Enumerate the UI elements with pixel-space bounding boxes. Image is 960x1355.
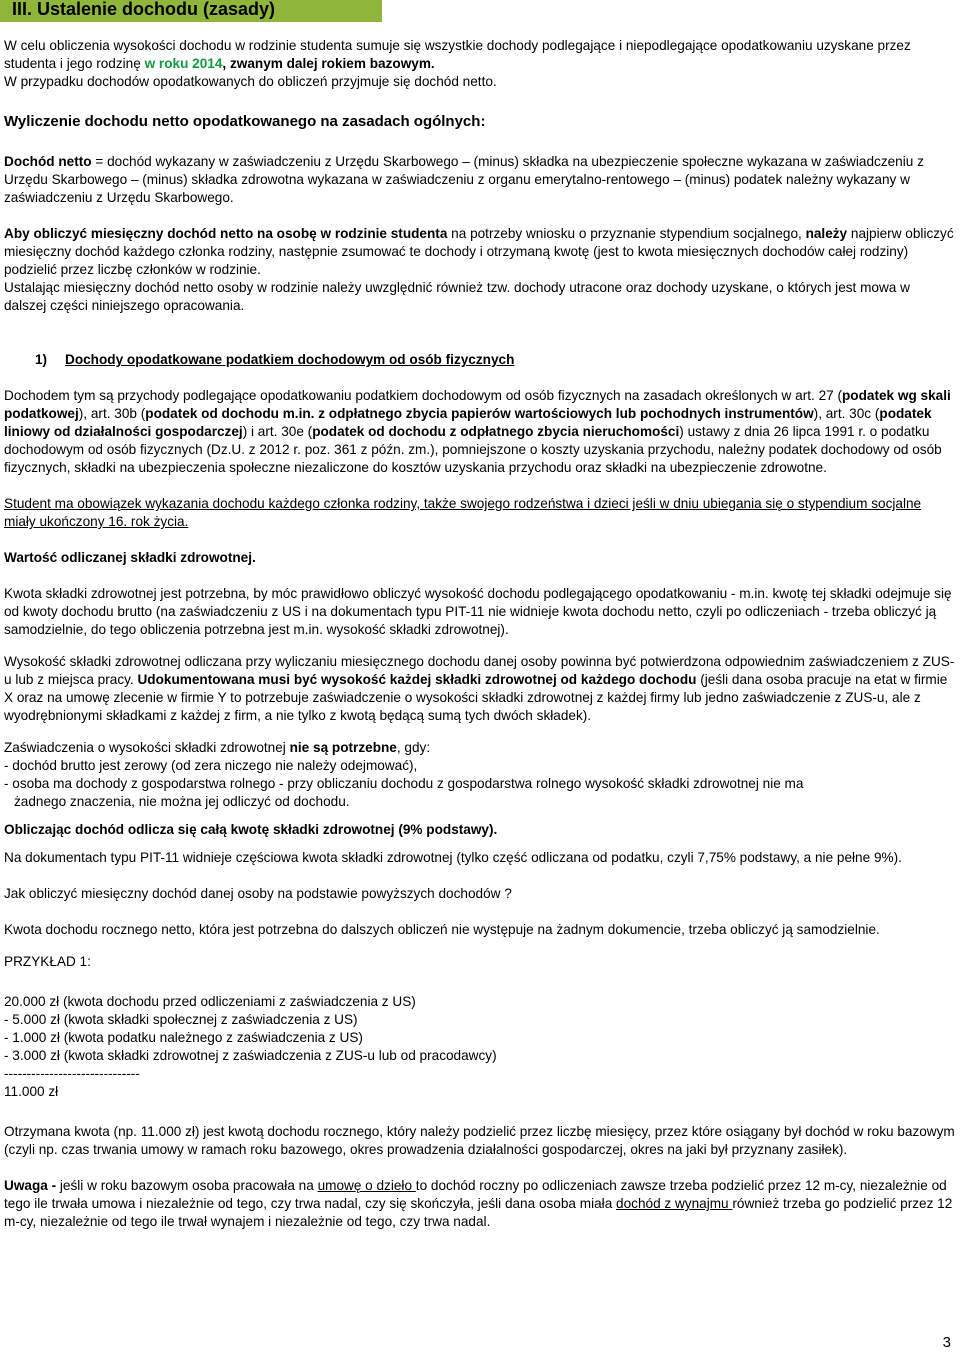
certificates-not-needed: Zaświadczenia o wysokości składki zdrowotnej nie są potrzebne, gdy: xyxy=(4,740,431,755)
health-contribution-heading: Wartość odliczanej składki zdrowotnej. xyxy=(4,550,256,565)
page-number: 3 xyxy=(942,1334,951,1351)
health-contribution-paragraph-2: Wysokość składki zdrowotnej odliczana przy wyliczaniu miesięcznego dochodu danej osoby powinna być potwierdzona odpowiednim zaświadczeniem z ZUS-u lub z miejsca pracy. Udokumentowana musi być wysokość każdej składki zdrowotnej od każdego dochodu (jeśli dana osoba pracuje na etat w firmie X oraz na umowę zlecenie w firmie Y to potrzebuje zaświadczenie o wysokości składki zdrowotnej z każdej firmy lub jedno zaświadczenie z ZUS-u, ale z wyodrębnionymi składkami z każdej z firm, a nie tylko z kwotą będącą sumą tych dwóch składek). xyxy=(4,654,955,723)
net-income-formula: Dochód netto = dochód wykazany w zaświadczeniu z Urzędu Skarbowego – (minus) składka na ubezpieczenie społeczne wykazana w zaświadczeniu z Urzędu Skarbowego – (minus) składka zdrowotna wykazana w zaświadczeniu z organu emerytalno-rentowego – (minus) podatek należny wykazany w zaświadczeniu z Urzędu Skarbowego. xyxy=(4,154,924,205)
obtained-amount-paragraph: Otrzymana kwota (np. 11.000 zł) jest kwotą dochodu rocznego, który należy podzielić przez liczbę miesięcy, przez które osiągany był dochód w roku bazowym (czyli np. czas trwania umowy w ramach roku bazowego, okres prowadzenia działalności gospodarczej, okres na jaki był przyznany zasiłek). xyxy=(4,1124,955,1157)
list-item-continuation: żadnego znaczenia, nie można jej odliczyć od dochodu. xyxy=(14,794,350,809)
pit11-note: Na dokumentach typu PIT-11 widnieje częściowa kwota składki zdrowotnej (tylko część odliczana od podatku, czyli 7,75% podstawy, a nie pełne 9%). xyxy=(4,850,902,865)
base-year-highlight: w roku 2014 xyxy=(144,56,223,71)
how-to-calculate-question: Jak obliczyć miesięczny dochód danej osoby na podstawie powyższych dochodów ? xyxy=(4,886,512,901)
list-item: - osoba ma dochody z gospodarstwa rolnego - przy obliczaniu dochodu z gospodarstwa rolnego wysokość składki zdrowotnej nie ma xyxy=(4,776,804,791)
monthly-income-paragraph: Aby obliczyć miesięczny dochód netto na osobę w rodzinie studenta na potrzeby wniosku o przyznanie stypendium socjalnego, należy najpierw obliczyć miesięczny dochód każdego członka rodziny, następnie zsumować te dochody i otrzymaną kwotę (jest to kwota miesięcznych dochodów całej rodziny) podzielić przez liczbę członków w rodzinie. xyxy=(4,226,954,277)
example-line: - 5.000 zł (kwota składki społecznej z zaświadczenia z US) xyxy=(4,1012,358,1027)
annual-income-note: Kwota dochodu rocznego netto, która jest potrzebna do dalszych obliczeń nie występuje na żadnym dokumencie, trzeba obliczyć ją samodzielnie. xyxy=(4,922,880,937)
example-separator: ------------------------------ xyxy=(4,1066,140,1081)
taxed-income-definition: Dochodem tym są przychody podlegające opodatkowaniu podatkiem dochodowym od osób fizycznych na zasadach określonych w art. 27 (podatek wg skali podatkowej), art. 30b (podatek od dochodu m.in. z odpłatnego zbycia papierów wartościowych lub pochodnych instrumentów), art. 30c (podatek liniowy od działalności gospodarczej) i art. 30e (podatek od dochodu z odpłatnego zbycia nieruchomości) ustawy z dnia 26 lipca 1991 r. o podatku dochodowym od osób fizycznych (Dz.U. z 2012 r. poz. 361 z późn. zm.), pomniejszone o koszty uzyskania przychodu, należny podatek dochodowy od osób fizycznych, składki na ubezpieczenia społeczne niezaliczone do kosztów uzyskania przychodu oraz składki na ubezpieczenie zdrowotne. xyxy=(4,388,951,475)
student-duty-notice: Student ma obowiązek wykazania dochodu każdego członka rodziny, także swojego rodzeństwa i dzieci jeśli w dniu ubiegania się o stypendium socjalne miały ukończony 16. rok życia. xyxy=(4,496,922,529)
example-title: PRZYKŁAD 1: xyxy=(4,954,91,969)
monthly-income-note: Ustalając miesięczny dochód netto osoby w rodzinie należy uwzględnić również tzw. dochody utracone oraz dochody uzyskane, o których jest mowa w dalszej części niniejszego opracowania. xyxy=(4,280,910,313)
document-body xyxy=(4,37,956,1231)
section-1-title: 1) Dochody opodatkowane podatkiem dochodowym od osób fizycznych xyxy=(35,352,515,367)
full-amount-note: Obliczając dochód odlicza się całą kwotę składki zdrowotnej (9% podstawy). xyxy=(4,822,498,837)
intro-paragraph: W celu obliczenia wysokości dochodu w rodzinie studenta sumuje się wszystkie dochody podlegające i niepodlegające opodatkowaniu uzyskane przez studenta i jego rodzinę w roku 2014, zwanym dalej rokiem bazowym. xyxy=(4,38,911,71)
example-line: - 1.000 zł (kwota podatku należnego z zaświadczenia z US) xyxy=(4,1030,363,1045)
net-income-heading: Wyliczenie dochodu netto opodatkowanego na zasadach ogólnych: xyxy=(4,113,486,130)
example-line: - 3.000 zł (kwota składki zdrowotnej z zaświadczenia z ZUS-u lub od pracodawcy) xyxy=(4,1048,497,1063)
intro-net-income: W przypadku dochodów opodatkowanych do obliczeń przyjmuje się dochód netto. xyxy=(4,74,497,89)
health-contribution-paragraph-1: Kwota składki zdrowotnej jest potrzebna, by móc prawidłowo obliczyć wysokość dochodu podlegającego opodatkowaniu - m.in. kwotę tej składki odejmuje się od kwoty dochodu brutto (na zaświadczeniu z US i na dokumentach typu PIT-11 nie widnieje kwota dochodu netto, czyli po odliczeniach - trzeba obliczyć ją samodzielnie, do tego obliczenia potrzebna jest m.in. wysokość składki zdrowotnej). xyxy=(4,586,952,637)
section-heading-bar xyxy=(0,0,382,22)
section-heading: III. Ustalenie dochodu (zasady) xyxy=(12,0,276,19)
list-item: - dochód brutto jest zerowy (od zera niczego nie należy odejmować), xyxy=(4,758,418,773)
warning-note: Uwaga - jeśli w roku bazowym osoba pracowała na umowę o dzieło to dochód roczny po odliczeniach zawsze trzeba podzielić przez 12 m-cy, niezależnie od tego ile trwała umowa i niezależnie od tego, czy trwa nadal, czy się skończyła, jeśli dana osoba miała dochód z wynajmu również trzeba go podzielić przez 12 m-cy, niezależnie od tego ile trwał wynajem i niezależnie od tego, czy trwa nadal. xyxy=(4,1178,953,1229)
example-line: 20.000 zł (kwota dochodu przed odliczeniami z zaświadczenia z US) xyxy=(4,994,416,1009)
example-result: 11.000 zł xyxy=(4,1084,59,1099)
